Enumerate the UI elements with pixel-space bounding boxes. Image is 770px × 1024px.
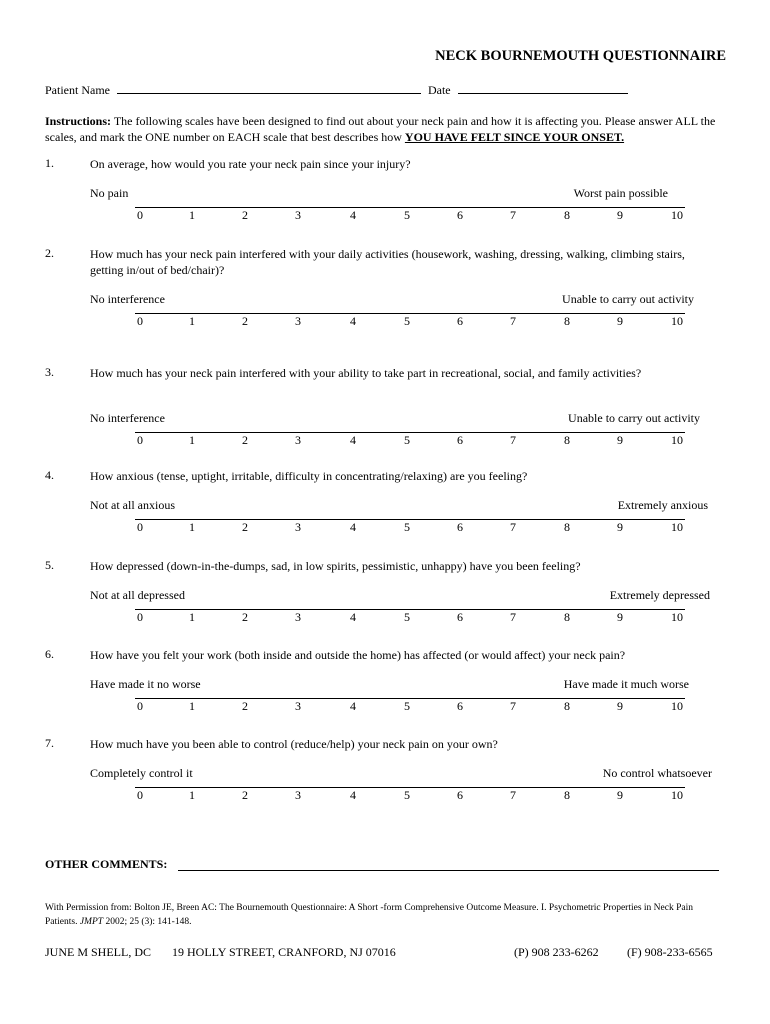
scale-option-4[interactable]: 4: [350, 699, 356, 713]
scale-option-10[interactable]: 10: [671, 433, 683, 447]
scale-option-10[interactable]: 10: [671, 788, 683, 802]
instructions-text: The following scales have been designed to find out about your neck pain and how it is affecting you. Please answer ALL the scales, and mark the ONE number on EACH scale that best describes how: [45, 114, 716, 144]
scale-line: [135, 787, 685, 788]
question-number: 7.: [45, 736, 54, 750]
scale-right-anchor: No control whatsoever: [602, 766, 712, 780]
scale-option-9[interactable]: 9: [617, 208, 623, 222]
scale-option-0[interactable]: 0: [137, 433, 143, 447]
scale-option-6[interactable]: 6: [457, 208, 463, 222]
footer-phone: (P) 908 233-6262: [514, 945, 599, 959]
scale-option-4[interactable]: 4: [350, 520, 356, 534]
question-number: 1.: [45, 156, 54, 170]
scale-option-7[interactable]: 7: [510, 788, 516, 802]
question-text: How depressed (down-in-the-dumps, sad, in low spirits, pessimistic, unhappy) have you been feeling?: [90, 559, 581, 573]
scale-option-7[interactable]: 7: [510, 699, 516, 713]
scale-option-8[interactable]: 8: [564, 433, 570, 447]
question-text: How anxious (tense, uptight, irritable, difficulty in concentrating/relaxing) are you feeling?: [90, 469, 528, 483]
page-title: NECK BOURNEMOUTH QUESTIONNAIRE: [435, 48, 726, 64]
scale-line: [135, 207, 685, 208]
scale-left-anchor: Not at all anxious: [90, 498, 175, 512]
scale-option-3[interactable]: 3: [295, 699, 301, 713]
question-number: 3.: [45, 365, 54, 379]
patient-name-field[interactable]: [117, 83, 421, 94]
scale-option-7[interactable]: 7: [510, 433, 516, 447]
scale-option-9[interactable]: 9: [617, 520, 623, 534]
scale-option-10[interactable]: 10: [671, 208, 683, 222]
scale-option-4[interactable]: 4: [350, 433, 356, 447]
scale-left-anchor: Completely control it: [90, 766, 193, 780]
scale-left-anchor: No pain: [90, 186, 129, 200]
patient-name-row: [45, 83, 628, 98]
scale-option-7[interactable]: 7: [510, 520, 516, 534]
scale-option-3[interactable]: 3: [295, 520, 301, 534]
question-number: 5.: [45, 558, 54, 572]
date-field[interactable]: [458, 83, 628, 94]
scale-option-5[interactable]: 5: [404, 314, 410, 328]
question-text: How have you felt your work (both inside and outside the home) has affected (or would affect) your neck pain?: [90, 648, 626, 662]
scale-option-8[interactable]: 8: [564, 788, 570, 802]
scale-option-2[interactable]: 2: [242, 610, 248, 624]
scale-option-2[interactable]: 2: [242, 699, 248, 713]
scale-option-9[interactable]: 9: [617, 699, 623, 713]
scale-option-7[interactable]: 7: [510, 208, 516, 222]
scale-option-6[interactable]: 6: [457, 788, 463, 802]
scale-option-5[interactable]: 5: [404, 520, 410, 534]
instructions-lead: Instructions:: [45, 114, 112, 128]
scale-option-6[interactable]: 6: [457, 520, 463, 534]
scale-option-1[interactable]: 1: [189, 699, 195, 713]
date-label: Date: [427, 83, 451, 97]
scale-option-3[interactable]: 3: [295, 208, 301, 222]
citation-text: With Permission from: Bolton JE, Breen AC: The Bournemouth Questionnaire: A Short -form Comprehensive Outcome Measure. I. Psychometric Properties in Neck Pain Patients.: [45, 903, 693, 927]
scale-option-0[interactable]: 0: [137, 699, 143, 713]
other-comments-field[interactable]: [178, 870, 719, 871]
scale-line: [135, 698, 685, 699]
scale-option-8[interactable]: 8: [564, 699, 570, 713]
scale-option-2[interactable]: 2: [242, 520, 248, 534]
other-comments-label: OTHER COMMENTS:: [45, 857, 168, 871]
scale-option-1[interactable]: 1: [189, 610, 195, 624]
scale-option-6[interactable]: 6: [457, 610, 463, 624]
scale-left-anchor: No interference: [90, 411, 165, 425]
patient-name-label: Patient Name: [45, 83, 110, 97]
scale-option-9[interactable]: 9: [617, 788, 623, 802]
scale-option-4[interactable]: 4: [350, 788, 356, 802]
scale-right-anchor: Have made it much worse: [563, 677, 689, 691]
scale-option-8[interactable]: 8: [564, 314, 570, 328]
scale-right-anchor: Worst pain possible: [573, 186, 668, 200]
scale-option-8[interactable]: 8: [564, 520, 570, 534]
question-number: 4.: [45, 468, 54, 482]
scale-option-10[interactable]: 10: [671, 610, 683, 624]
scale-right-anchor: Extremely depressed: [609, 588, 710, 602]
scale-option-3[interactable]: 3: [295, 788, 301, 802]
scale-option-1[interactable]: 1: [189, 520, 195, 534]
scale-option-2[interactable]: 2: [242, 433, 248, 447]
question-text: How much has your neck pain interfered with your ability to take part in recreational, social, and family activities?: [90, 366, 642, 380]
scale-option-3[interactable]: 3: [295, 433, 301, 447]
scale-option-0[interactable]: 0: [137, 520, 143, 534]
scale-option-5[interactable]: 5: [404, 433, 410, 447]
scale-option-0[interactable]: 0: [137, 314, 143, 328]
scale-option-4[interactable]: 4: [350, 208, 356, 222]
scale-option-3[interactable]: 3: [295, 314, 301, 328]
scale-line: [135, 609, 685, 610]
citation-ref: 2002; 25 (3): 141-148.: [105, 917, 192, 927]
scale-line: [135, 519, 685, 520]
scale-right-anchor: Unable to carry out activity: [568, 411, 700, 425]
instructions: [45, 113, 725, 145]
scale-option-5[interactable]: 5: [404, 699, 410, 713]
scale-option-10[interactable]: 10: [671, 699, 683, 713]
scale-option-9[interactable]: 9: [617, 433, 623, 447]
citation-journal: JMPT: [79, 917, 104, 927]
scale-line: [135, 313, 685, 314]
scale-option-8[interactable]: 8: [564, 208, 570, 222]
scale-option-6[interactable]: 6: [457, 314, 463, 328]
scale-option-0[interactable]: 0: [137, 788, 143, 802]
scale-option-1[interactable]: 1: [189, 433, 195, 447]
question-text: How much has your neck pain interfered with your daily activities (housework, washing, dressing, walking, climbing stairs, getting in/out of bed/chair)?: [90, 247, 685, 277]
scale-option-2[interactable]: 2: [242, 788, 248, 802]
scale-left-anchor: Have made it no worse: [90, 677, 201, 691]
scale-option-5[interactable]: 5: [404, 788, 410, 802]
scale-option-2[interactable]: 2: [242, 208, 248, 222]
scale-option-6[interactable]: 6: [457, 699, 463, 713]
scale-option-10[interactable]: 10: [671, 314, 683, 328]
scale-right-anchor: Extremely anxious: [617, 498, 708, 512]
scale-option-7[interactable]: 7: [510, 610, 516, 624]
footer-fax: (F) 908-233-6565: [627, 945, 713, 959]
question-text: On average, how would you rate your neck pain since your injury?: [90, 157, 411, 171]
scale-option-6[interactable]: 6: [457, 433, 463, 447]
scale-option-5[interactable]: 5: [404, 208, 410, 222]
scale-option-1[interactable]: 1: [189, 788, 195, 802]
scale-option-8[interactable]: 8: [564, 610, 570, 624]
footer-address: 19 HOLLY STREET, CRANFORD, NJ 07016: [172, 945, 396, 959]
scale-option-0[interactable]: 0: [137, 208, 143, 222]
scale-option-3[interactable]: 3: [295, 610, 301, 624]
scale-option-1[interactable]: 1: [189, 314, 195, 328]
scale-right-anchor: Unable to carry out activity: [562, 292, 694, 306]
instructions-emphasis: YOU HAVE FELT SINCE YOUR ONSET.: [404, 130, 625, 144]
scale-left-anchor: Not at all depressed: [90, 588, 185, 602]
scale-option-10[interactable]: 10: [671, 520, 683, 534]
question-text: How much have you been able to control (reduce/help) your neck pain on your own?: [90, 737, 498, 751]
scale-option-4[interactable]: 4: [350, 610, 356, 624]
question-number: 2.: [45, 246, 54, 260]
footer-name: JUNE M SHELL, DC: [45, 945, 152, 959]
scale-option-1[interactable]: 1: [189, 208, 195, 222]
scale-option-7[interactable]: 7: [510, 314, 516, 328]
scale-line: [135, 432, 685, 433]
scale-option-5[interactable]: 5: [404, 610, 410, 624]
citation: [45, 901, 725, 929]
scale-left-anchor: No interference: [90, 292, 165, 306]
scale-option-9[interactable]: 9: [617, 314, 623, 328]
scale-option-2[interactable]: 2: [242, 314, 248, 328]
scale-option-9[interactable]: 9: [617, 610, 623, 624]
question-number: 6.: [45, 647, 54, 661]
scale-option-0[interactable]: 0: [137, 610, 143, 624]
scale-option-4[interactable]: 4: [350, 314, 356, 328]
